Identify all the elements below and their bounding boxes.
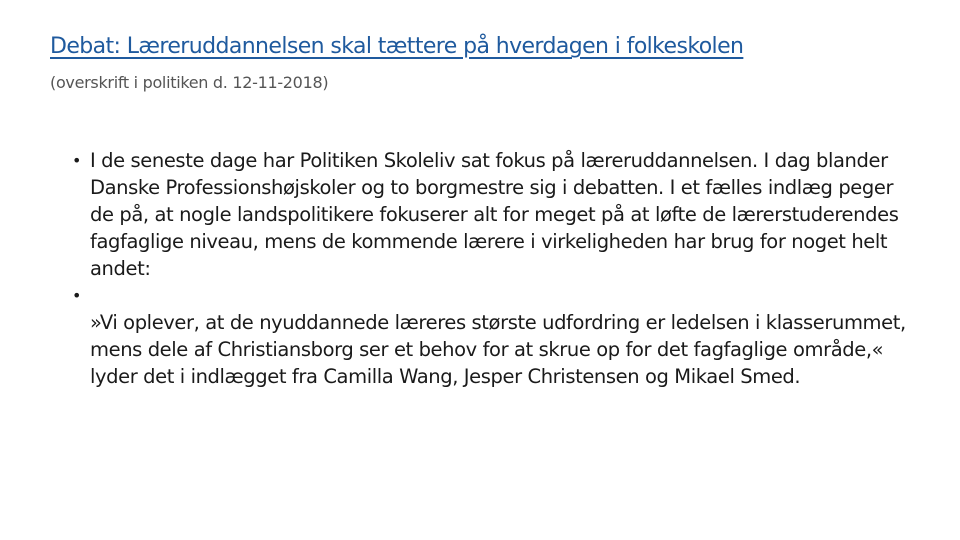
slide-title-link[interactable]: Debat: Læreruddannelsen skal tættere på hverdagen i folkeskolen	[50, 34, 744, 59]
slide-subtitle: (overskrift i politiken d. 12-11-2018)	[50, 73, 329, 92]
bullet-item	[72, 147, 922, 282]
bullet-text: • I de seneste dage har Politiken Skoleliv sat fokus på læreruddannelsen. I dag blander Danske Professionshøjskoler og to borgmestre sig i debatten. I et fælles indlæg peger de på, at nogle landspolitikere fokuserer alt for meget på at løfte de lærerstuderendes fagfaglige niveau, mens de kommende lærere i virkeligheden har brug for noget helt andet:	[90, 149, 899, 280]
bullet-item	[72, 282, 922, 390]
bullet-list	[72, 147, 922, 390]
bullet-spacer	[90, 282, 922, 309]
quote-text: • »Vi oplever, at de nyuddannede læreres største udfordring er ledelsen i klasserummet, mens dele af Christiansborg ser et behov for at skrue op for det fagfaglige område,« lyder det i indlægget fra Camilla Wang, Jesper Christensen og Mikael Smed.	[90, 311, 906, 388]
